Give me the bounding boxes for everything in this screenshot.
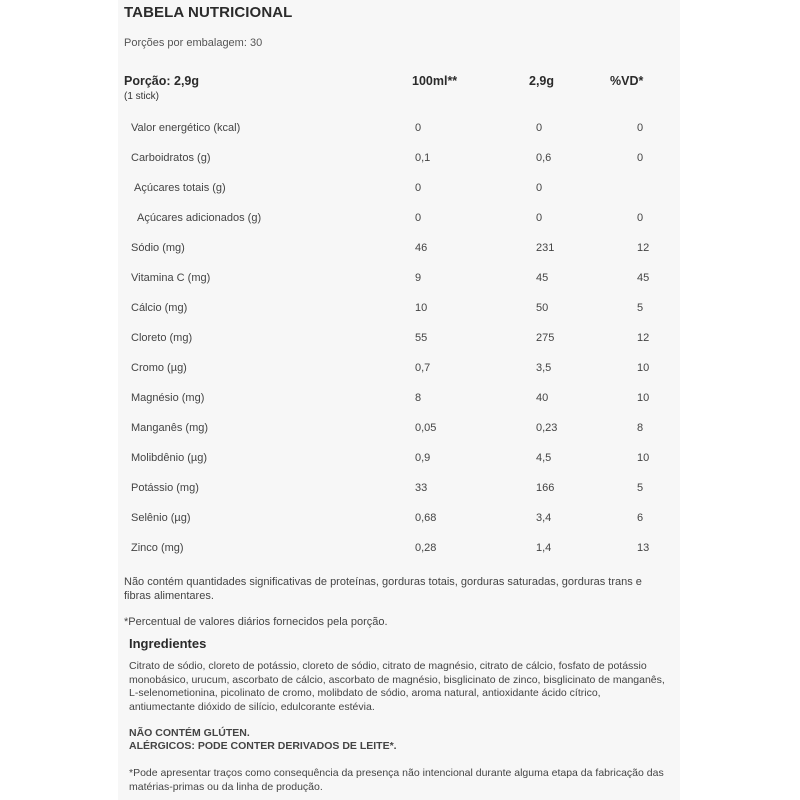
value-vd: 13 [637, 542, 650, 554]
value-vd: 12 [637, 332, 650, 344]
value-serving: 0,6 [536, 152, 552, 164]
value-100ml: 0 [415, 182, 422, 194]
value-vd: 5 [637, 302, 644, 314]
value-serving: 231 [536, 242, 555, 254]
value-100ml: 46 [415, 242, 428, 254]
value-vd: 8 [637, 422, 644, 434]
value-serving: 40 [536, 392, 549, 404]
value-serving: 1,4 [536, 542, 552, 554]
header-100ml: 100ml** [412, 74, 458, 88]
nutrition-table [118, 114, 680, 564]
table-row [118, 324, 680, 354]
table-header [118, 74, 680, 108]
page-title: TABELA NUTRICIONAL [124, 4, 293, 21]
value-serving: 3,5 [536, 362, 552, 374]
value-100ml: 0,68 [415, 512, 437, 524]
value-vd: 45 [637, 272, 650, 284]
table-row [118, 444, 680, 474]
ingredients-text: Citrato de sódio, cloreto de potássio, cloreto de sódio, citrato de magnésio, citrato de cálcio, fosfato de potássio monobásico, urucum, ascorbato de cálcio, ascorbato de magnésio, bisglicinato de zinco, bisglicinato de manganês, L-selenometionina, picolinato de cromo, molibdato de sódio, aroma natural, antioxidante ácido cítrico, antiumectante dióxido de silício, edulcorante estévia. [129, 660, 665, 713]
value-100ml: 33 [415, 482, 428, 494]
value-vd: 12 [637, 242, 650, 254]
table-row [118, 174, 680, 204]
value-vd: 6 [637, 512, 644, 524]
gluten-statement: NÃO CONTÉM GLÚTEN. [129, 727, 250, 739]
value-100ml: 0 [415, 122, 422, 134]
table-row [118, 204, 680, 234]
value-100ml: 0,7 [415, 362, 431, 374]
nutrient-name: Selênio (µg) [131, 512, 191, 524]
value-serving: 0,23 [536, 422, 558, 434]
table-row [118, 234, 680, 264]
header-portion: Porção: 2,9g [124, 74, 200, 88]
value-100ml: 0,1 [415, 152, 431, 164]
value-vd: 0 [637, 122, 644, 134]
value-serving: 3,4 [536, 512, 552, 524]
nutrient-name: Molibdênio (µg) [131, 452, 208, 464]
value-vd: 10 [637, 452, 650, 464]
header-portion-sub: (1 stick) [124, 91, 159, 102]
nutrient-name: Cálcio (mg) [131, 302, 188, 314]
nutrient-name: Carboidratos (g) [131, 152, 211, 164]
value-serving: 275 [536, 332, 555, 344]
table-row [118, 474, 680, 504]
table-row [118, 534, 680, 564]
value-serving: 4,5 [536, 452, 552, 464]
nutrient-name: Sódio (mg) [131, 242, 185, 254]
nutrient-name: Zinco (mg) [131, 542, 184, 554]
value-100ml: 55 [415, 332, 428, 344]
table-row [118, 264, 680, 294]
nutrient-name: Vitamina C (mg) [131, 272, 211, 284]
trace-note: *Pode apresentar traços como consequência da presença não intencional durante alguma etapa da fabricação das matérias-primas ou da linha de produção. [129, 767, 664, 793]
table-row [118, 114, 680, 144]
insignificant-note: Não contém quantidades significativas de proteínas, gorduras totais, gorduras saturadas, gorduras trans e fibras alimentares. [124, 576, 642, 602]
value-100ml: 0,05 [415, 422, 437, 434]
nutrient-name: Magnésio (mg) [131, 392, 205, 404]
nutrition-panel [118, 0, 680, 800]
value-100ml: 0,9 [415, 452, 431, 464]
nutrient-name: Cloreto (mg) [131, 332, 193, 344]
value-100ml: 9 [415, 272, 422, 284]
table-row [118, 504, 680, 534]
nutrient-name: Açúcares totais (g) [134, 182, 226, 194]
value-vd: 10 [637, 362, 650, 374]
table-row [118, 144, 680, 174]
nutrient-name: Manganês (mg) [131, 422, 209, 434]
header-serving: 2,9g [529, 74, 555, 88]
value-100ml: 10 [415, 302, 428, 314]
value-100ml: 0,28 [415, 542, 437, 554]
value-serving: 0 [536, 122, 543, 134]
table-row [118, 354, 680, 384]
value-vd: 10 [637, 392, 650, 404]
value-serving: 50 [536, 302, 549, 314]
value-vd: 0 [637, 212, 644, 224]
daily-value-note: *Percentual de valores diários fornecidos pela porção. [124, 616, 388, 628]
table-row [118, 294, 680, 324]
nutrient-name: Cromo (µg) [131, 362, 187, 374]
header-vd: %VD* [610, 74, 644, 88]
ingredients-title: Ingredientes [129, 636, 207, 651]
value-serving: 0 [536, 182, 543, 194]
value-vd: 0 [637, 152, 644, 164]
table-row [118, 384, 680, 414]
nutrient-name: Açúcares adicionados (g) [137, 212, 262, 224]
nutrient-name: Potássio (mg) [131, 482, 199, 494]
value-serving: 0 [536, 212, 543, 224]
value-100ml: 8 [415, 392, 422, 404]
value-100ml: 0 [415, 212, 422, 224]
value-vd: 5 [637, 482, 644, 494]
nutrient-name: Valor energético (kcal) [131, 122, 241, 134]
value-serving: 166 [536, 482, 555, 494]
allergen-block [129, 727, 397, 753]
allergen-statement: ALÉRGICOS: PODE CONTER DERIVADOS DE LEITE*. [129, 740, 397, 752]
table-row [118, 414, 680, 444]
servings-per-package: Porções por embalagem: 30 [124, 37, 263, 49]
value-serving: 45 [536, 272, 549, 284]
